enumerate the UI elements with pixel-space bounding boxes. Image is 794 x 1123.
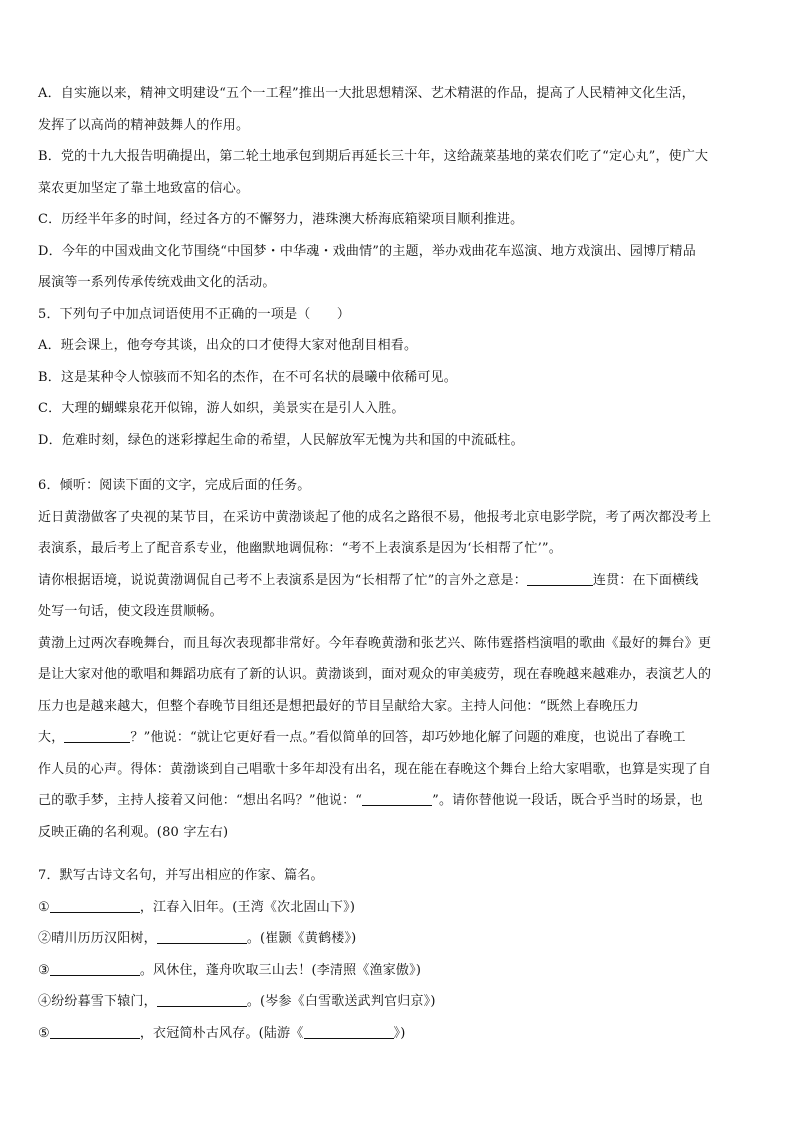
q5-option-d: D．危难时刻，绿色的迷彩撑起生命的希望，人民解放军无愧为共和国的中流砥柱。 — [38, 432, 524, 448]
question-6 — [38, 470, 758, 848]
q6-passage2-line1: 黄渤上过两次春晚舞台，而且每次表现都非常好。今年春晚黄渤和张艺兴、陈伟霆搭档演唱的歌曲《最好的舞台》更 — [38, 635, 712, 651]
item-text: ②晴川历历汉阳树， — [38, 931, 157, 946]
q7-blank-5[interactable] — [50, 1022, 140, 1039]
item-number: ① — [38, 899, 50, 915]
q6-passage2-line5: 作人员的心声。得体：黄渤谈到自己唱歌十多年却没有出名，现在能在春晚这个舞台上给大家唱歌，也算是实现了自 — [38, 761, 712, 777]
q7-item-5 — [38, 1018, 758, 1050]
section-spacer — [38, 456, 758, 470]
q5-option-c: C．大理的蝴蝶泉花开似锦，游人如织，美景实在是引人入胜。 — [38, 401, 405, 416]
q4-option-d-line2: 展演等一系列传承传统戏曲文化的活动。 — [38, 275, 276, 290]
q6-task-line1 — [38, 565, 758, 597]
item-number: ③ — [38, 962, 50, 978]
page-content — [38, 78, 758, 1049]
q6-passage2-line4 — [38, 722, 758, 754]
q6-passage1-line2: 表演系，最后考上了配音系专业，他幽默地调侃称：“考不上表演系是因为‘长相帮了忙’”。 — [38, 541, 562, 556]
item-text: ，衣冠简朴古风存。(陆游《 — [139, 1025, 304, 1041]
q7-blank-4[interactable] — [157, 990, 247, 1007]
q4-option-b-line1: B．党的十九大报告明确提出，第二轮土地承包到期后再延长三十年，这给蔬菜基地的菜农们吃了“定心丸”，使广大 — [38, 149, 709, 164]
q6-text: 大， — [38, 730, 65, 745]
q7-item-2 — [38, 923, 758, 955]
q7-blank-2[interactable] — [157, 927, 247, 944]
question-5 — [38, 299, 758, 457]
q6-passage2-line3: 压力也是越来越大，但整个春晚节目组还是想把最好的节目呈献给大家。主持人问他：“既然上春晚压力 — [38, 698, 639, 714]
q5-option-b: B．这是某种令人惊骇而不知名的杰作，在不可名状的晨曦中依稀可见。 — [38, 369, 457, 385]
q4-options — [38, 78, 758, 299]
q7-item-1 — [38, 892, 758, 924]
q7-item-4 — [38, 986, 758, 1018]
q6-text-cont: ”。请你替他说一段话，既合乎当时的场景，也 — [432, 793, 703, 808]
q6-task-text: 请你根据语境，说说黄渤调侃自己考不上表演系是因为“长相帮了忙”的言外之意是： — [38, 572, 527, 588]
q7-stem: 7．默写古诗文名句，并写出相应的作家、篇名。 — [38, 868, 324, 883]
item-text: 。风休住，蓬舟吹取三山去！(李清照《渔家傲》) — [139, 962, 422, 978]
q4-option-b-line2: 菜农更加坚定了靠土地致富的信心。 — [38, 180, 250, 196]
item-text: ，江春入旧年。(王湾《次北固山下》) — [139, 899, 356, 915]
q7-blank-3[interactable] — [50, 959, 140, 976]
q4-option-a-line1: A．自实施以来，精神文明建设“五个一工程”推出一大批思想精深、艺术精湛的作品，提高了人民精神文化生活， — [38, 86, 695, 101]
question-7 — [38, 860, 758, 1049]
item-number: ⑤ — [38, 1025, 50, 1041]
item-text-cont: 》) — [393, 1025, 406, 1041]
item-text-cont: 。(岑参《白雪歌送武判官归京》) — [246, 994, 436, 1009]
q6-passage1-line1: 近日黄渤做客了央视的某节目，在采访中黄渤谈起了他的成名之路很不易，他报考北京电影学院，考了两次都没考上 — [38, 509, 712, 525]
q6-passage2-line2: 是让大家对他的歌唱和舞蹈功底有了新的认识。黄渤谈到，面对观众的审美疲劳，现在春晚越来越难办，表演艺人的 — [38, 667, 712, 682]
q6-passage2-line6 — [38, 785, 758, 817]
q4-option-d-line1: D．今年的中国戏曲文化节围绕“中国梦・中华魂・戏曲情”的主题，举办戏曲花车巡演、地方戏演出、园博厅精品 — [38, 243, 696, 259]
q7-blank-6[interactable] — [304, 1022, 394, 1039]
q4-option-a-line2: 发挥了以高尚的精神鼓舞人的作用。 — [38, 117, 250, 133]
q7-blank-1[interactable] — [50, 896, 140, 913]
q6-passage2-line7: 反映正确的名利观。(80 字左右) — [38, 824, 229, 840]
q4-option-c: C．历经半年多的时间，经过各方的不懈努力，港珠澳大桥海底箱梁项目顺利推进。 — [38, 212, 524, 227]
section-spacer — [38, 848, 758, 860]
q6-task-text-cont: 连贯：在下面横线 — [592, 572, 699, 588]
q5-stem: 5．下列句子中加点词语使用不正确的一项是（ ） — [38, 306, 351, 322]
q6-stem: 6．倾听：阅读下面的文字，完成后面的任务。 — [38, 478, 311, 493]
q6-answer-blank-1[interactable] — [527, 569, 593, 586]
q6-text: 己的歌手梦，主持人接着又问他：“想出名吗？”他说：“ — [38, 793, 363, 808]
item-text-cont: 。(崔颢《黄鹤楼》) — [246, 931, 357, 946]
q6-text-cont: ？”他说：“就让它更好看一点。”看似简单的回答，却巧妙地化解了问题的难度，也说出了春晚工 — [130, 730, 686, 745]
q7-item-3 — [38, 955, 758, 987]
q6-task-line2: 处写一句话，使文段连贯顺畅。 — [38, 604, 223, 619]
item-text: ④纷纷暮雪下辕门， — [38, 994, 157, 1009]
q5-option-a: A．班会课上，他夸夸其谈，出众的口才使得大家对他刮目相看。 — [38, 338, 418, 353]
q6-answer-blank-2[interactable] — [64, 726, 130, 743]
q6-answer-blank-3[interactable] — [362, 789, 432, 806]
